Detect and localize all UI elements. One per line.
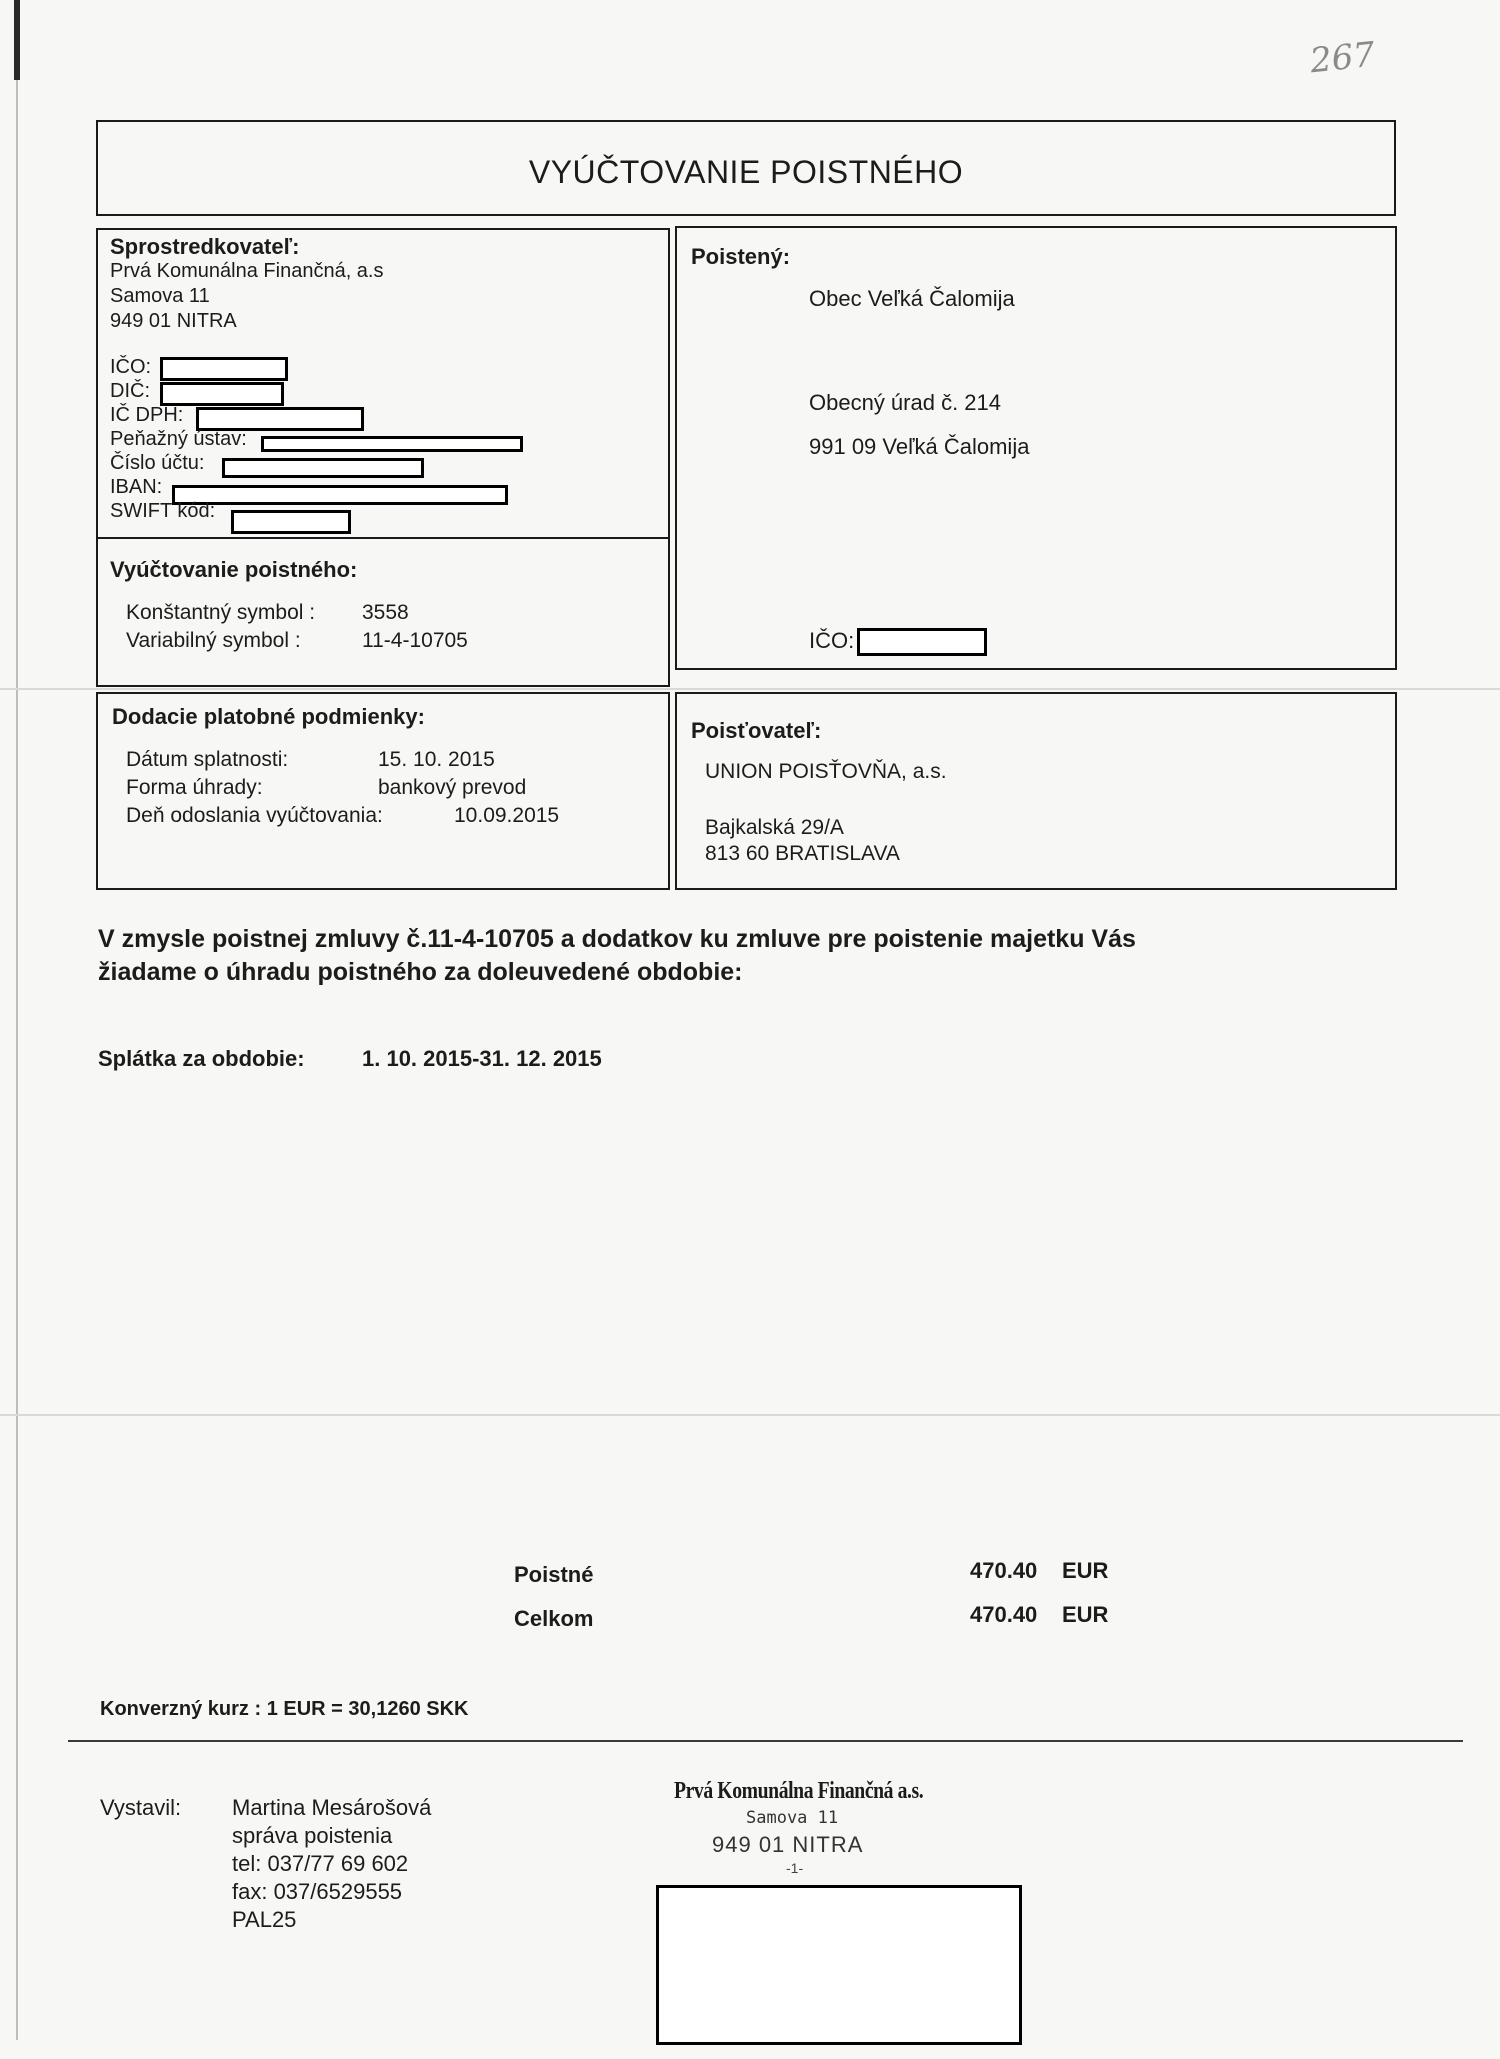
premium-currency: EUR xyxy=(1062,1558,1109,1583)
insured-office: Obecný úrad č. 214 xyxy=(809,390,1002,415)
payment-form-value: bankový prevod xyxy=(378,776,527,799)
due-date-label: Dátum splatnosti: xyxy=(126,748,289,771)
constant-symbol-value: 3558 xyxy=(362,601,409,624)
constant-symbol-label: Konštantný symbol : xyxy=(126,601,316,624)
delivery-heading: Dodacie platobné podmienky: xyxy=(112,704,425,729)
title-box xyxy=(96,120,1396,216)
footer-divider xyxy=(68,1740,1463,1742)
redaction-box xyxy=(160,382,284,406)
statement-line-2: žiadame o úhradu poistného za doleuvedené obdobie: xyxy=(98,958,743,986)
statement-line-1: V zmysle poistnej zmluvy č.11-4-10705 a dodatkov ku zmluve pre poistenie majetku Vás xyxy=(98,925,1136,953)
premium-value: 470.40 xyxy=(970,1558,1038,1583)
stamp-city: 949 01 NITRA xyxy=(712,1832,864,1857)
installment-period: 1. 10. 2015-31. 12. 2015 xyxy=(362,1046,602,1071)
insured-name: Obec Veľká Čalomija xyxy=(809,286,1015,311)
handwritten-page-number: 267 xyxy=(1308,34,1377,82)
scan-border xyxy=(16,80,18,2040)
insurer-box xyxy=(675,692,1397,890)
insurer-street: Bajkalská 29/A xyxy=(705,816,844,839)
variable-symbol-value: 11-4-10705 xyxy=(362,629,468,652)
insured-box xyxy=(675,226,1397,670)
stamp-page: -1- xyxy=(786,1860,804,1876)
redaction-box xyxy=(857,628,987,656)
redaction-box xyxy=(231,510,351,534)
sent-date-value: 10.09.2015 xyxy=(454,804,560,827)
billing-heading: Vyúčtovanie poistného: xyxy=(110,557,358,582)
ic-dph-label: IČ DPH: xyxy=(110,404,184,426)
premium-label: Poistné xyxy=(514,1562,594,1587)
due-date-value: 15. 10. 2015 xyxy=(378,748,495,771)
paper-fold xyxy=(0,1414,1500,1416)
issuer-label: Vystavil: xyxy=(100,1795,182,1820)
billing-box xyxy=(96,537,670,687)
redaction-box xyxy=(172,485,508,505)
bank-label: Peňažný ústav: xyxy=(110,428,247,450)
issuer-tel: tel: 037/77 69 602 xyxy=(232,1851,409,1876)
delivery-box xyxy=(96,692,670,890)
redaction-box xyxy=(261,436,523,452)
account-label: Číslo účtu: xyxy=(110,452,205,474)
total-value: 470.40 xyxy=(970,1602,1038,1627)
conversion-rate: Konverzný kurz : 1 EUR = 30,1260 SKK xyxy=(100,1698,469,1720)
signature-redaction-box xyxy=(656,1885,1022,2045)
issuer-fax: fax: 037/6529555 xyxy=(232,1879,403,1904)
payment-form-label: Forma úhrady: xyxy=(126,776,263,799)
sent-date-label: Deň odoslania vyúčtovania: xyxy=(126,804,383,827)
intermediary-street: Samova 11 xyxy=(110,285,210,307)
issuer-code: PAL25 xyxy=(232,1907,297,1932)
installment-label: Splátka za obdobie: xyxy=(98,1046,305,1071)
issuer-name: Martina Mesárošová xyxy=(232,1795,432,1820)
insured-ico-label: IČO: xyxy=(809,628,855,653)
stamp-company: Prvá Komunálna Finančná a.s. xyxy=(674,1778,924,1804)
insurer-heading: Poisťovateľ: xyxy=(691,718,822,743)
scan-edge xyxy=(14,0,20,80)
redaction-box xyxy=(222,458,424,478)
insurer-name: UNION POISŤOVŇA, a.s. xyxy=(705,760,947,783)
redaction-box xyxy=(160,357,288,381)
insured-heading: Poistený: xyxy=(691,244,791,269)
issuer-role: správa poistenia xyxy=(232,1823,393,1848)
dic-label: DIČ: xyxy=(110,380,150,402)
insured-city: 991 09 Veľká Čalomija xyxy=(809,434,1030,459)
intermediary-city: 949 01 NITRA xyxy=(110,310,237,332)
stamp-street: Samova 11 xyxy=(746,1808,839,1828)
intermediary-box xyxy=(96,228,670,539)
intermediary-name: Prvá Komunálna Finančná, a.s xyxy=(110,260,384,282)
document-title: VYÚČTOVANIE POISTNÉHO xyxy=(528,154,964,190)
variable-symbol-label: Variabilný symbol : xyxy=(126,629,301,652)
intermediary-heading: Sprostredkovateľ: xyxy=(110,234,300,259)
total-label: Celkom xyxy=(514,1606,594,1631)
total-currency: EUR xyxy=(1062,1602,1109,1627)
swift-label: SWIFT kód: xyxy=(110,500,216,522)
ico-label: IČO: xyxy=(110,356,152,378)
paper-fold xyxy=(0,688,1500,690)
insurer-city: 813 60 BRATISLAVA xyxy=(705,842,900,865)
iban-label: IBAN: xyxy=(110,476,163,498)
